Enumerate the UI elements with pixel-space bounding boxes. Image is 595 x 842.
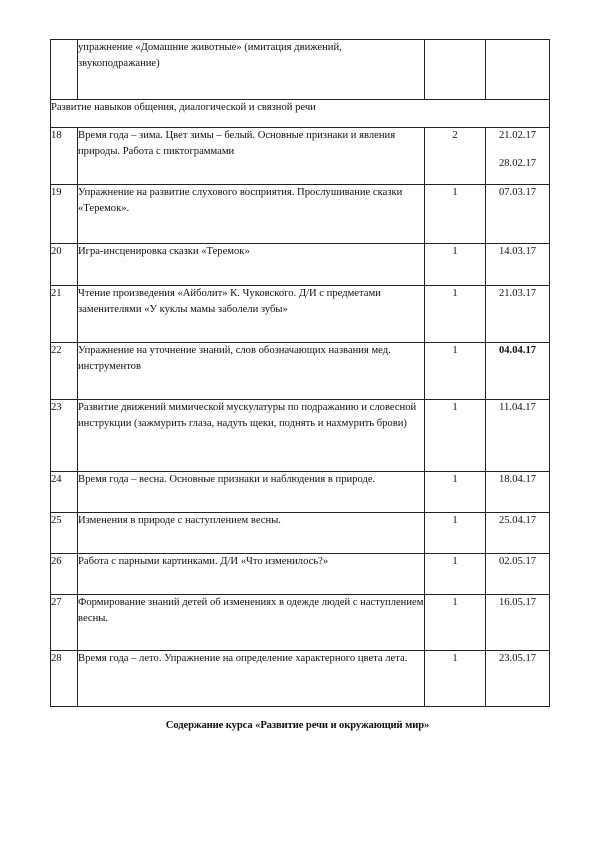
hours-cell: 1 bbox=[425, 185, 486, 244]
hours-cell: 1 bbox=[425, 554, 486, 595]
topic-cell: Упражнение на развитие слухового восприятия. Прослушивание сказки «Теремок». bbox=[78, 185, 425, 244]
num-cell: 26 bbox=[51, 554, 78, 595]
section-row bbox=[51, 100, 550, 128]
topic-cell: Развитие движений мимической мускулатуры по подражанию и словесной инструкции (зажмурить глаза, надуть щеки, поднять и нахмурить брови) bbox=[78, 400, 425, 472]
section-title: Развитие навыков общения, диалогической и связной речи bbox=[51, 100, 550, 128]
hours-cell: 1 bbox=[425, 651, 486, 707]
date-cell: 14.03.17 bbox=[486, 244, 550, 286]
topic-cell: Чтение произведения «Айболит» К. Чуковского. Д/И с предметами заменителями «У куклы мамы заболели зубы» bbox=[78, 286, 425, 343]
table-row bbox=[51, 400, 550, 472]
table-row bbox=[51, 286, 550, 343]
table-row bbox=[51, 128, 550, 185]
num-cell: 25 bbox=[51, 513, 78, 554]
num-cell: 19 bbox=[51, 185, 78, 244]
num-cell: 20 bbox=[51, 244, 78, 286]
topic-cell: Формирование знаний детей об изменениях в одежде людей с наступлением весны. bbox=[78, 595, 425, 651]
date-cell bbox=[486, 128, 550, 185]
num-cell: 18 bbox=[51, 128, 78, 185]
date-cell: 11.04.17 bbox=[486, 400, 550, 472]
table-row bbox=[51, 343, 550, 400]
date-cell: 18.04.17 bbox=[486, 472, 550, 513]
date-second: 28.02.17 bbox=[498, 158, 537, 169]
lesson-plan-table bbox=[50, 39, 550, 707]
hours-cell: 1 bbox=[425, 595, 486, 651]
date-cell: 02.05.17 bbox=[486, 554, 550, 595]
course-content-heading: Содержание курса «Развитие речи и окружающий мир» bbox=[165, 720, 430, 731]
topic-cell: Время года – весна. Основные признаки и наблюдения в природе. bbox=[78, 472, 425, 513]
num-cell: 22 bbox=[51, 343, 78, 400]
date-first: 21.02.17 bbox=[498, 130, 537, 141]
table-row bbox=[51, 651, 550, 707]
date-cell bbox=[486, 40, 550, 100]
date-cell: 23.05.17 bbox=[486, 651, 550, 707]
topic-cell: упражнение «Домашние животные» (имитация движений, звукоподражание) bbox=[78, 40, 425, 100]
topic-cell: Изменения в природе с наступлением весны. bbox=[78, 513, 425, 554]
hours-cell: 1 bbox=[425, 472, 486, 513]
date-cell: 16.05.17 bbox=[486, 595, 550, 651]
num-cell: 27 bbox=[51, 595, 78, 651]
hours-cell: 1 bbox=[425, 400, 486, 472]
num-cell bbox=[51, 40, 78, 100]
table-row bbox=[51, 185, 550, 244]
topic-cell: Время года – зима. Цвет зимы – белый. Основные признаки и явления природы. Работа с пиктограммами bbox=[78, 128, 425, 185]
hours-cell: 2 bbox=[425, 128, 486, 185]
date-cell: 07.03.17 bbox=[486, 185, 550, 244]
topic-cell: Работа с парными картинками. Д/И «Что изменилось?» bbox=[78, 554, 425, 595]
table-row-continued bbox=[51, 40, 550, 100]
date-cell: 04.04.17 bbox=[486, 343, 550, 400]
table-row bbox=[51, 554, 550, 595]
hours-cell: 1 bbox=[425, 343, 486, 400]
topic-cell: Упражнение на уточнение знаний, слов обозначающих названия мед. инструментов bbox=[78, 343, 425, 400]
topic-cell: Время года – лето. Упражнение на определение характерного цвета лета. bbox=[78, 651, 425, 707]
topic-cell: Игра-инсценировка сказки «Теремок» bbox=[78, 244, 425, 286]
date-cell: 25.04.17 bbox=[486, 513, 550, 554]
num-cell: 21 bbox=[51, 286, 78, 343]
table-row bbox=[51, 595, 550, 651]
hours-cell: 1 bbox=[425, 286, 486, 343]
hours-cell bbox=[425, 40, 486, 100]
num-cell: 24 bbox=[51, 472, 78, 513]
table-row bbox=[51, 513, 550, 554]
date-cell: 21.03.17 bbox=[486, 286, 550, 343]
hours-cell: 1 bbox=[425, 244, 486, 286]
table-row bbox=[51, 472, 550, 513]
num-cell: 23 bbox=[51, 400, 78, 472]
hours-cell: 1 bbox=[425, 513, 486, 554]
table-row bbox=[51, 244, 550, 286]
num-cell: 28 bbox=[51, 651, 78, 707]
